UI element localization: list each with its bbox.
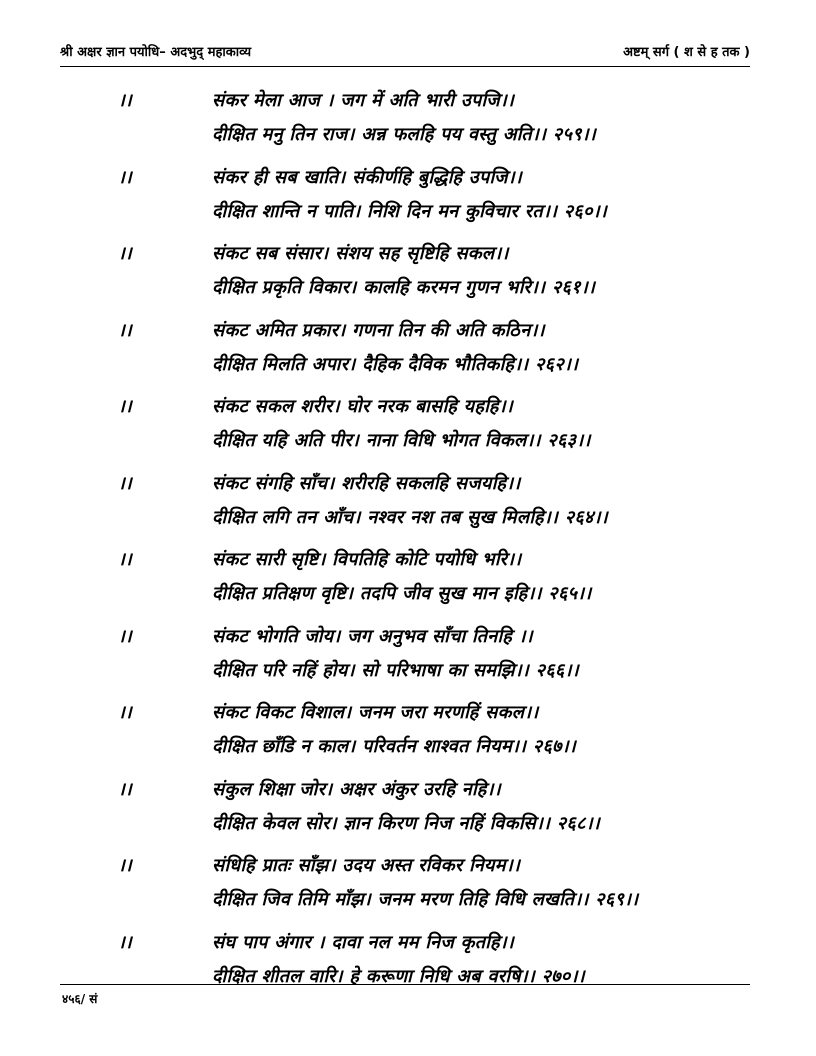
verse-line-2: दीक्षित शीतल वारि। हे करूणा निधि अब वरषि।। २७०।।	[212, 965, 585, 987]
verse-marker: ।।	[118, 549, 132, 570]
page-header	[60, 42, 750, 67]
verse-block	[0, 700, 816, 760]
verse-line-1: संकट अमित प्रकार। गणना तिन की अति कठिन।।	[212, 319, 545, 341]
verse-line-2: दीक्षित जिव तिमि माँझ। जनम मरण तिहि विधि लखति।। २६९।।	[212, 889, 639, 910]
verse-line-2: दीक्षित परि नहिं होय। सो परिभाषा का समझि।। २६६।।	[212, 659, 579, 681]
verse-line-2: दीक्षित शान्ति न पाति। निशि दिन मन कुविचार रत।। २६०।।	[212, 200, 607, 222]
verse-block	[0, 318, 816, 378]
verse-block	[0, 241, 816, 301]
verse-marker: ।।	[118, 396, 132, 417]
verse-line-1: संकट सब संसार। संशय सह सृष्टिहि सकल।।	[212, 243, 509, 264]
verse-line-1: संकर मेला आज । जग में अति भारी उपजि।।	[212, 90, 515, 111]
verse-marker: ।।	[118, 319, 132, 341]
verse-marker: ।।	[118, 625, 132, 647]
chapter-title: अष्टम् सर्ग ( श से ह तक )	[623, 45, 750, 60]
verse-line-2: दीक्षित लगि तन आँच। नश्वर नश तब सुख मिलहि।। २६४।।	[212, 506, 608, 528]
verse-block	[0, 930, 816, 990]
verse-block	[0, 547, 816, 607]
verse-line-1: संकट भोगति जोय। जग अनुभव साँचा तिनहि ।।	[212, 625, 533, 647]
verse-line-2: दीक्षित प्रकृति विकार। कालहि करमन गुणन भरि।। २६१।।	[212, 277, 596, 298]
verse-line-1: संकट विकट विशाल। जनम जरा मरणहिं सकल।।	[212, 702, 539, 723]
verse-line-2: दीक्षित मनु तिन राज। अन्न फलहि पय वस्तु अति।। २५९।।	[212, 124, 597, 145]
verse-marker: ।।	[118, 166, 132, 188]
verse-marker: ।।	[118, 90, 132, 111]
verse-line-1: संघ पाप अंगार । दावा नल मम निज कृतहि।।	[212, 931, 515, 953]
verse-line-1: संधिहि प्रातः साँझ। उदय अस्त रविकर नियम।।	[212, 855, 521, 876]
page-number: ४५६/ सं	[62, 992, 98, 1006]
verse-marker: ।।	[118, 778, 132, 800]
verse-marker: ।।	[118, 243, 132, 264]
verse-line-1: संकुल शिक्षा जोर। अक्षर अंकुर उरहि नहि।।	[212, 778, 501, 800]
verse-block	[0, 165, 816, 225]
footer-divider	[60, 984, 750, 985]
verse-block	[0, 624, 816, 684]
verse-line-1: संकट सारी सृष्टि। विपतिहि कोटि पयोधि भरि।।	[212, 549, 522, 570]
verse-marker: ।।	[118, 855, 132, 876]
verse-marker: ।।	[118, 472, 132, 494]
verse-line-1: संकट संगहि साँच। शरीरहि सकलहि सजयहि।।	[212, 472, 521, 494]
verse-marker: ।।	[118, 702, 132, 723]
verse-block	[0, 88, 816, 148]
verse-line-2: दीक्षित छाँडि न काल। परिवर्तन शाश्वत नियम।। २६७।।	[212, 736, 577, 757]
verse-marker: ।।	[118, 931, 132, 953]
book-title: श्री अक्षर ज्ञान पयोधि– अदभुद् महाकाव्य	[60, 45, 252, 60]
verse-line-1: संकट सकल शरीर। घोर नरक बासहि यहहि।।	[212, 396, 514, 417]
verse-block	[0, 471, 816, 531]
verse-block	[0, 777, 816, 837]
verse-block	[0, 394, 816, 454]
verse-line-2: दीक्षित मिलति अपार। दैहिक दैविक भौतिकहि।। २६२।।	[212, 353, 579, 375]
verse-line-1: संकर ही सब खाति। संकीर्णहि बुद्धिहि उपजि।।	[212, 166, 523, 188]
verse-line-2: दीक्षित प्रतिक्षण वृष्टि। तदपि जीव सुख मान इहि।। २६५।।	[212, 583, 592, 604]
verse-line-2: दीक्षित यहि अति पीर। नाना विधि भोगत विकल।। २६३।।	[212, 430, 591, 451]
verse-line-2: दीक्षित केवल सोर। ज्ञान किरण निज नहिं विकसि।। २६८।।	[212, 812, 600, 834]
verse-block	[0, 853, 816, 913]
